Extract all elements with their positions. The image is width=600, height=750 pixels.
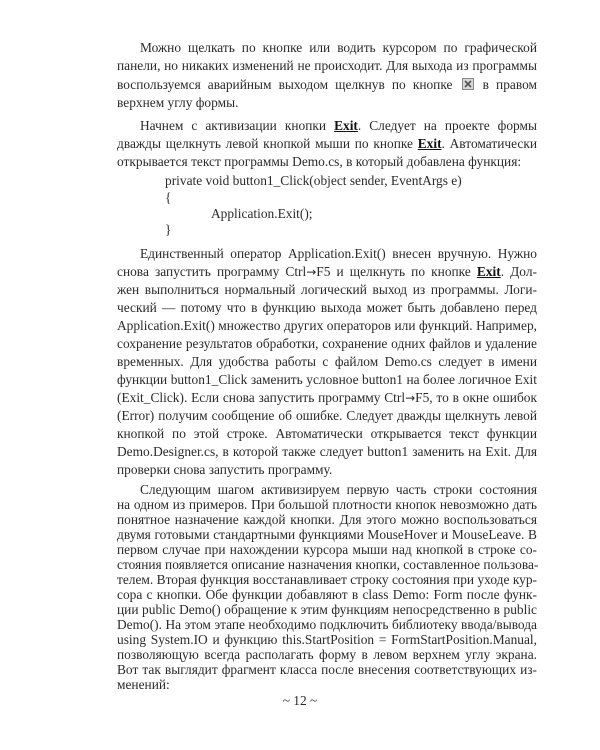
para4-line-6: стояния появляется описание назначения кнопки, составленное пользова- [117,557,539,572]
para3-line-2-mid: F5 и щелкнуть по кнопке [316,264,471,279]
para3-line-13: проверки снова запустить программу. [117,462,333,477]
code-signature: private void button1_Click(object sender, EventArgs e) [165,173,462,188]
code-close-brace: } [165,222,172,237]
para4-line-7: телем. Вторая функция восстанавливает строку состояния при уходе кур- [117,572,537,587]
para3-line-3: жен выполниться нормальный логический выход из программы. Логи- [117,282,537,297]
right-arrow-icon: → [306,265,317,279]
para3-line-10: (Error) получим сообщение об ошибке. Следует дважды щелкнуть левой [117,408,537,423]
exit-keyword: Exit [476,264,501,279]
para3-line-12: Demo.Designer.cs, в которой также следует button1 заменить на Exit. Для [117,444,537,459]
para1-line-3-start: воспользуемся аварийным выходом щелкнув по кнопке [117,77,453,92]
code-open-brace: { [165,190,172,205]
para2-line-3: открывается текст программы Demo.cs, в который добавлена функция: [117,154,522,169]
para3-line-1: Единственный оператор Application.Exit() внесен вручную. Нужно [140,246,537,261]
code-body: Application.Exit(); [211,206,313,221]
close-x-icon [462,77,474,89]
para3-line-2 [117,263,537,281]
para3-line-2-end: . Дол- [500,264,537,279]
para3-line-2-start: снова запустить программу Ctrl [117,264,307,279]
para4-line-11: using System.IO и функцию this.StartPosition = FormStartPosition.Manual, [117,632,537,647]
para3-line-6: сохранение результатов обработки, сохранение одних файлов и удаление [117,336,537,351]
para4-line-13: Вот так выглядит фрагмент класса после внесения соответствующих из- [117,662,537,677]
para3-line-9 [117,389,537,407]
para1-line-4: верхнем углу формы. [117,95,239,110]
para3-line-9-end: F5, то в окне ошибок [415,390,537,405]
para2-line-1-start: Начнем с активизации кнопки [140,118,327,133]
right-arrow-icon: → [405,391,416,405]
para4-line-5: первом случае при нахождении курсора мыши над кнопкой в строке со- [117,542,537,557]
para1-line-3 [117,76,537,93]
para2-line-1 [140,117,537,134]
para4-line-4: двумя готовыми стандартными функциями MouseHover и MouseLeave. В [117,527,537,542]
para3-line-11: кнопкой по этой строке. Автоматически открывается текст функции [117,426,537,441]
page-number: ~ 12 ~ [282,693,318,708]
para1-line-1: Можно щелкать по кнопке или водить курсором по графической [140,40,537,55]
para1-line-2: панели, но никаких изменений не происходит. Для выхода из программы [117,58,537,73]
para3-line-5: Application.Exit() множество других операторов или функций. Например, [117,318,537,333]
para2-line-2-end: . Автоматически [441,136,538,151]
para2-line-1-end: . Следует на проекте формы [357,118,537,133]
para4-line-2: на одном из примеров. При большой плотности кнопок невозможно дать [117,497,537,512]
para4-line-14: менений: [117,677,170,692]
para2-line-2-start: дважды щелкнуть левой кнопкой мыши по кнопке [117,136,413,151]
para4-line-10: Demo(). На этом этапе необходимо подключить библиотеку ввода/вывода [117,617,537,632]
para4-line-1: Следующим шагом активизируем первую часть строки состояния [140,482,537,497]
para4-line-9: ции public Demo() обращение к этим функциям непосредственно в public [117,602,537,617]
para3-line-8: функции button1_Click заменить условное button1 на более логичное Exit [117,372,537,387]
para2-line-2 [117,135,537,152]
para4-line-12: позволяющую всегда располагать форму в левом верхнем углу экрана. [117,647,537,662]
para4-line-8: сора с кнопки. Обе функции добавляют в class Demo: Form после функ- [117,587,537,602]
para3-line-4: ческий — потому что в функцию выхода может быть добавлено перед [117,300,537,315]
para4-line-3: понятное назначение каждой кнопки. Для этого можно воспользоваться [117,512,537,527]
exit-keyword: Exit [334,118,358,133]
para3-line-9-start: (Exit_Click). Если снова запустить программу Ctrl [117,390,406,405]
para3-line-7: временных. Для удобства работы с файлом Demo.cs следует в имени [117,354,537,369]
exit-keyword: Exit [417,136,442,151]
para1-line-3-end: в правом [482,77,537,92]
